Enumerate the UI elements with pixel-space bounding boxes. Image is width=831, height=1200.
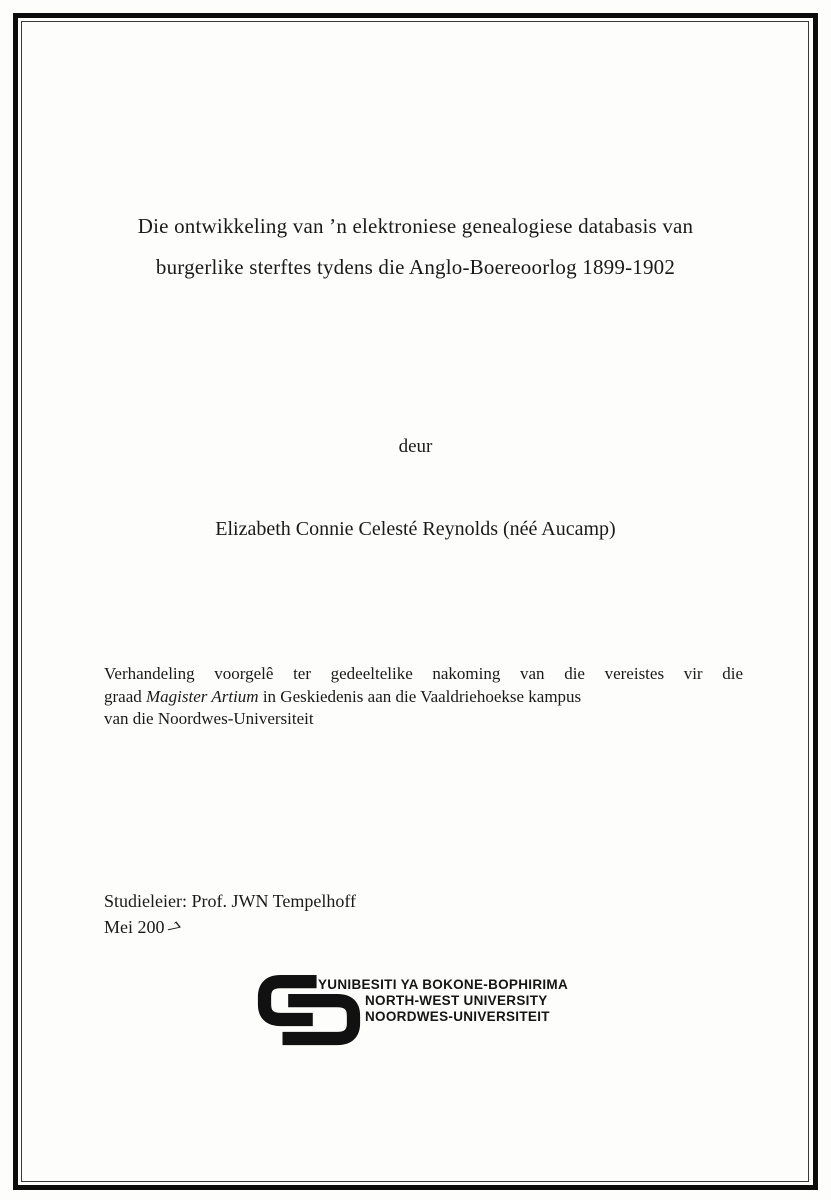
degree-name-italic: Magister Artium <box>146 686 259 706</box>
logo-line-setswana: YUNIBESITI YA BOKONE-BOPHIRIMA <box>318 977 569 992</box>
thesis-title <box>40 206 791 288</box>
statement-line-2-post: in Geskiedenis aan die Vaaldriehoekse kampus <box>258 686 582 706</box>
logo-line-afrikaans: NOORDWES-UNIVERSITEIT <box>365 1009 550 1024</box>
footer-block <box>104 888 356 940</box>
nwu-logo-wordmark <box>318 977 568 1025</box>
submission-statement <box>104 663 743 731</box>
statement-line-1: Verhandeling voorgelê ter gedeeltelike nakoming van die vereistes vir die <box>104 664 743 683</box>
statement-line-2-pre: graad <box>104 686 147 706</box>
date-final-digit: 7 <box>162 917 184 938</box>
byline-preposition: deur <box>398 436 433 457</box>
date-line <box>104 914 356 940</box>
statement-line-2 <box>104 686 743 709</box>
title-line-2: burgerlike sterftes tydens die Anglo-Boereoorlog 1899-1902 <box>155 255 676 279</box>
title-line-1: Die ontwikkeling van ’n elektroniese genealogiese databasis van <box>137 214 694 238</box>
date-prefix: Mei 200 <box>104 917 165 937</box>
statement-line-3: van die Noordwes-Universiteit <box>104 709 314 728</box>
logo-line-english: NORTH-WEST UNIVERSITY <box>365 993 548 1008</box>
supervisor-line: Studieleier: Prof. JWN Tempelhoff <box>104 891 357 911</box>
nwu-logo <box>256 971 586 1055</box>
author-name: Elizabeth Connie Celesté Reynolds (néé Aucamp) <box>215 518 616 540</box>
